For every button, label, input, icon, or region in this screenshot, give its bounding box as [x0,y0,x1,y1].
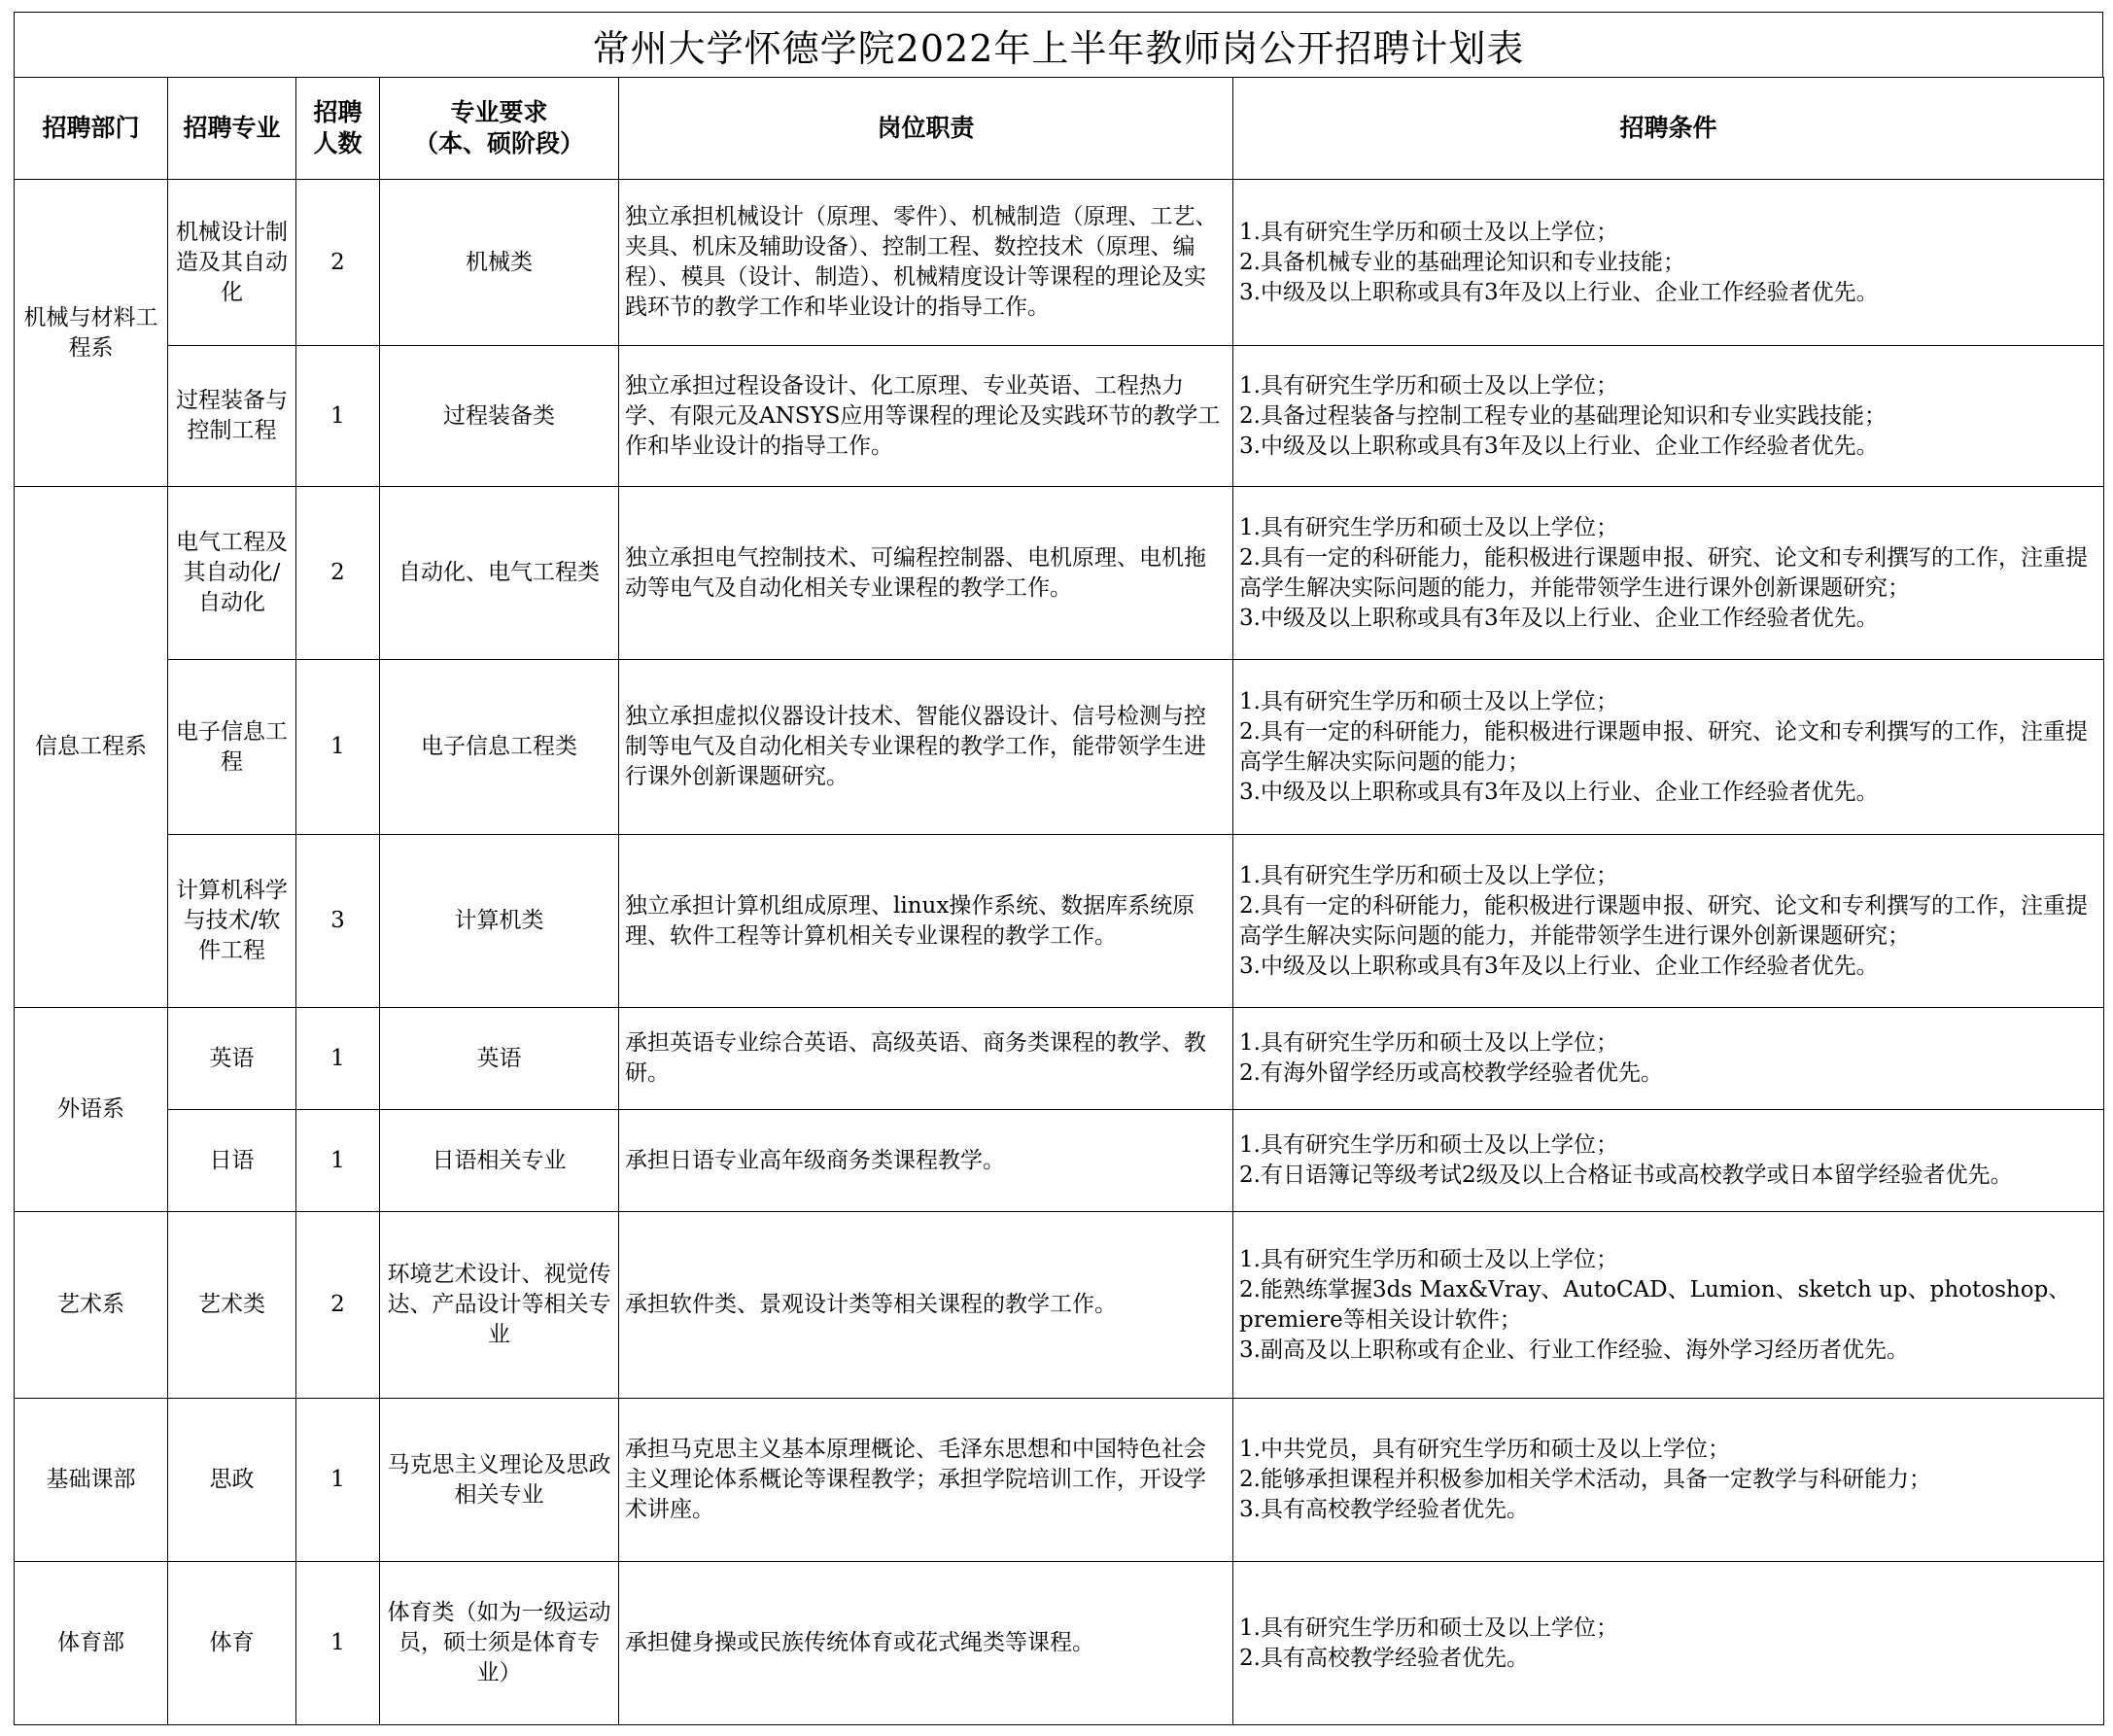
count-cell: 2 [296,1212,380,1399]
table-row [15,1562,2104,1725]
table-row [15,1212,2104,1399]
recruitment-table [14,77,2104,1725]
major-cell: 体育 [168,1562,296,1725]
header-count: 招聘 人数 [296,78,380,180]
table-row [15,1110,2104,1212]
requirement-cell: 日语相关专业 [380,1110,619,1212]
major-cell: 电气工程及其自动化/自动化 [168,487,296,660]
header-row [15,78,2104,180]
duty-cell: 独立承担过程设备设计、化工原理、专业英语、工程热力学、有限元及ANSYS应用等课程的理论及实践环节的教学工作和毕业设计的指导工作。 [619,346,1233,487]
conditions-cell: 1.具有研究生学历和硕士及以上学位； 2.具有一定的科研能力，能积极进行课题申报、研究、论文和专利撰写的工作，注重提高学生解决实际问题的能力，并能带领学生进行课外创新课题研究； 3.中级及以上职称或具有3年及以上行业、企业工作经验者优先。 [1233,835,2104,1008]
dept-cell: 外语系 [15,1008,168,1212]
major-cell: 英语 [168,1008,296,1110]
duty-cell: 独立承担虚拟仪器设计技术、智能仪器设计、信号检测与控制等电气及自动化相关专业课程的教学工作，能带领学生进行课外创新课题研究。 [619,660,1233,835]
page-title: 常州大学怀德学院2022年上半年教师岗公开招聘计划表 [14,12,2103,77]
duty-cell: 承担马克思主义基本原理概论、毛泽东思想和中国特色社会主义理论体系概论等课程教学；承担学院培训工作，开设学术讲座。 [619,1399,1233,1562]
table-row [15,1399,2104,1562]
conditions-cell: 1.具有研究生学历和硕士及以上学位； 2.具有一定的科研能力，能积极进行课题申报、研究、论文和专利撰写的工作，注重提高学生解决实际问题的能力，并能带领学生进行课外创新课题研究； 3.中级及以上职称或具有3年及以上行业、企业工作经验者优先。 [1233,487,2104,660]
major-cell: 思政 [168,1399,296,1562]
requirement-cell: 自动化、电气工程类 [380,487,619,660]
conditions-cell: 1.具有研究生学历和硕士及以上学位； 2.具备机械专业的基础理论知识和专业技能； 3.中级及以上职称或具有3年及以上行业、企业工作经验者优先。 [1233,180,2104,346]
major-cell: 艺术类 [168,1212,296,1399]
conditions-cell: 1.具有研究生学历和硕士及以上学位； 2.具有一定的科研能力，能积极进行课题申报、研究、论文和专利撰写的工作，注重提高学生解决实际问题的能力； 3.中级及以上职称或具有3年及以上行业、企业工作经验者优先。 [1233,660,2104,835]
duty-cell: 独立承担计算机组成原理、linux操作系统、数据库系统原理、软件工程等计算机相关专业课程的教学工作。 [619,835,1233,1008]
duty-cell: 承担英语专业综合英语、高级英语、商务类课程的教学、教研。 [619,1008,1233,1110]
requirement-cell: 马克思主义理论及思政相关专业 [380,1399,619,1562]
major-cell: 过程装备与控制工程 [168,346,296,487]
header-conditions: 招聘条件 [1233,78,2104,180]
requirement-cell: 体育类（如为一级运动员，硕士须是体育专业） [380,1562,619,1725]
conditions-cell: 1.中共党员，具有研究生学历和硕士及以上学位； 2.能够承担课程并积极参加相关学术活动，具备一定教学与科研能力； 3.具有高校教学经验者优先。 [1233,1399,2104,1562]
requirement-cell: 英语 [380,1008,619,1110]
table-row [15,660,2104,835]
count-cell: 2 [296,180,380,346]
requirement-cell: 电子信息工程类 [380,660,619,835]
duty-cell: 独立承担机械设计（原理、零件）、机械制造（原理、工艺、夹具、机床及辅助设备）、控制工程、数控技术（原理、编程）、模具（设计、制造）、机械精度设计等课程的理论及实践环节的教学工作和毕业设计的指导工作。 [619,180,1233,346]
dept-cell: 基础课部 [15,1399,168,1562]
major-cell: 电子信息工程 [168,660,296,835]
count-cell: 1 [296,1110,380,1212]
major-cell: 计算机科学与技术/软件工程 [168,835,296,1008]
count-cell: 1 [296,1399,380,1562]
requirement-cell: 过程装备类 [380,346,619,487]
count-cell: 1 [296,346,380,487]
count-cell: 1 [296,1562,380,1725]
table-row [15,487,2104,660]
dept-cell: 体育部 [15,1562,168,1725]
header-major: 招聘专业 [168,78,296,180]
count-cell: 3 [296,835,380,1008]
duty-cell: 承担日语专业高年级商务类课程教学。 [619,1110,1233,1212]
duty-cell: 独立承担电气控制技术、可编程控制器、电机原理、电机拖动等电气及自动化相关专业课程的教学工作。 [619,487,1233,660]
count-cell: 1 [296,1008,380,1110]
count-cell: 2 [296,487,380,660]
table-row [15,1008,2104,1110]
major-cell: 日语 [168,1110,296,1212]
dept-cell: 艺术系 [15,1212,168,1399]
conditions-cell: 1.具有研究生学历和硕士及以上学位； 2.有日语簿记等级考试2级及以上合格证书或高校教学或日本留学经验者优先。 [1233,1110,2104,1212]
table-row [15,346,2104,487]
count-cell: 1 [296,660,380,835]
header-dept: 招聘部门 [15,78,168,180]
requirement-cell: 计算机类 [380,835,619,1008]
conditions-cell: 1.具有研究生学历和硕士及以上学位； 2.有海外留学经历或高校教学经验者优先。 [1233,1008,2104,1110]
conditions-cell: 1.具有研究生学历和硕士及以上学位； 2.能熟练掌握3ds Max&Vray、AutoCAD、Lumion、sketch up、photoshop、premiere等相关设计软件； 3.副高及以上职称或有企业、行业工作经验、海外学习经历者优先。 [1233,1212,2104,1399]
table-row [15,180,2104,346]
requirement-cell: 环境艺术设计、视觉传达、产品设计等相关专业 [380,1212,619,1399]
duty-cell: 承担软件类、景观设计类等相关课程的教学工作。 [619,1212,1233,1399]
table-row [15,835,2104,1008]
major-cell: 机械设计制造及其自动化 [168,180,296,346]
recruitment-sheet [14,12,2103,1725]
header-requirement: 专业要求 （本、硕阶段） [380,78,619,180]
dept-cell: 信息工程系 [15,487,168,1008]
duty-cell: 承担健身操或民族传统体育或花式绳类等课程。 [619,1562,1233,1725]
header-duty: 岗位职责 [619,78,1233,180]
conditions-cell: 1.具有研究生学历和硕士及以上学位； 2.具有高校教学经验者优先。 [1233,1562,2104,1725]
conditions-cell: 1.具有研究生学历和硕士及以上学位； 2.具备过程装备与控制工程专业的基础理论知识和专业实践技能； 3.中级及以上职称或具有3年及以上行业、企业工作经验者优先。 [1233,346,2104,487]
requirement-cell: 机械类 [380,180,619,346]
dept-cell: 机械与材料工程系 [15,180,168,487]
